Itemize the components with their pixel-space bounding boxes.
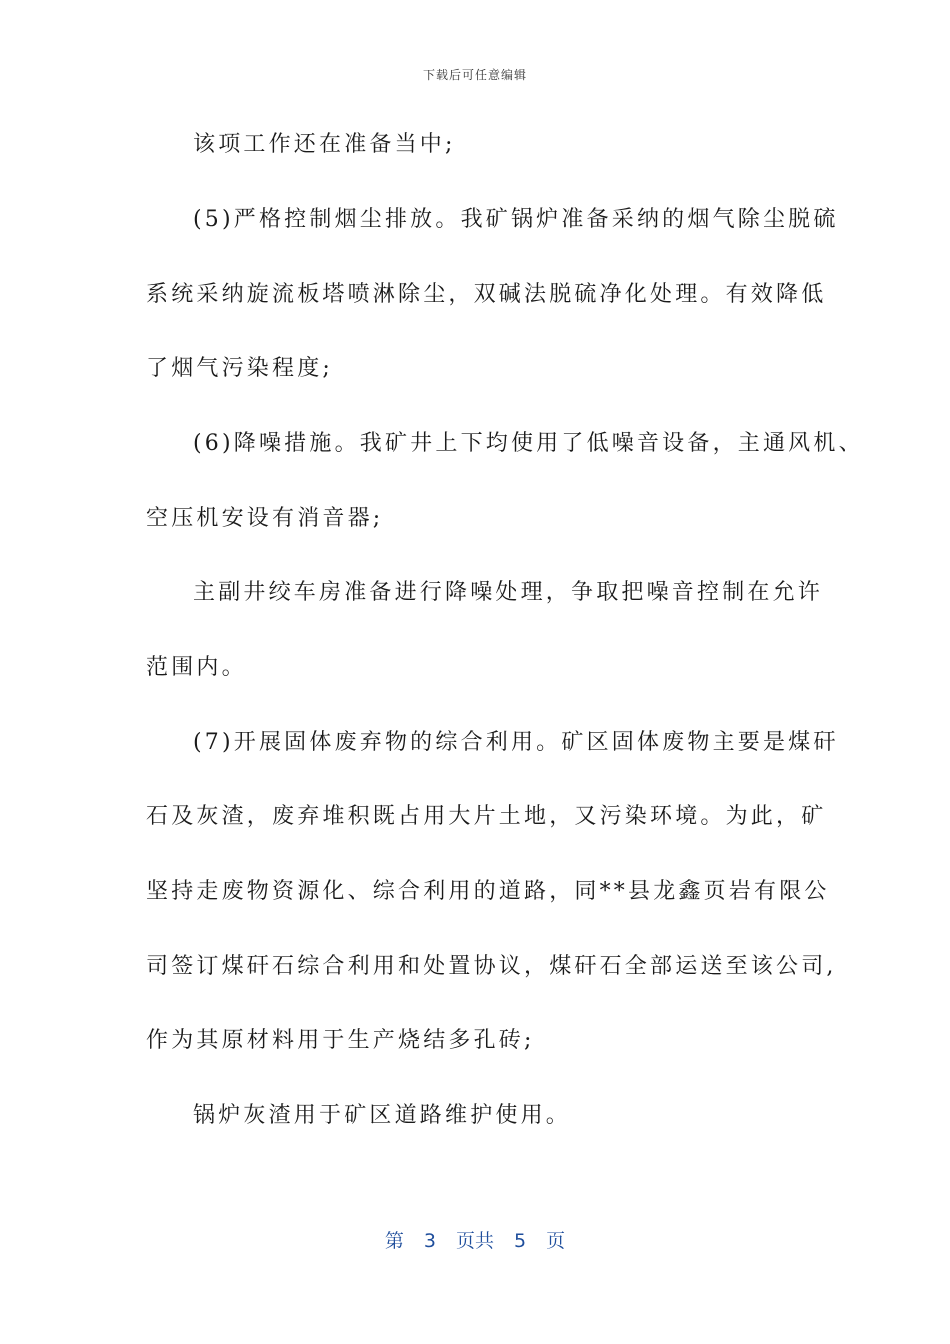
text-line: 作为其原材料用于生产烧结多孔砖;	[146, 1028, 535, 1053]
text-line: 系统采纳旋流板塔喷淋除尘，双碱法脱硫净化处理。有效降低	[146, 282, 827, 307]
text-line: 司签订煤矸石综合利用和处置协议，煤矸石全部运送至该公司,	[146, 954, 837, 979]
text-line: 空压机安设有消音器;	[146, 506, 384, 531]
footer-ye-gong: 页共	[455, 1230, 494, 1252]
total-page-number: 5	[514, 1230, 527, 1252]
header-note: 下载后可任意编辑	[422, 68, 527, 82]
footer-di: 第	[384, 1230, 404, 1252]
text-line: 主副井绞车房准备进行降噪处理，争取把噪音控制在允许	[193, 580, 824, 605]
text-line: 坚持走废物资源化、综合利用的道路，同**县龙鑫页岩有限公	[146, 879, 830, 904]
page-footer	[0, 1226, 950, 1253]
text-line: (5)严格控制烟尘排放。我矿锅炉准备采纳的烟气除尘脱硫	[193, 207, 839, 232]
footer-ye: 页	[546, 1230, 566, 1252]
text-line: (7)开展固体废弃物的综合利用。矿区固体废物主要是煤矸	[193, 730, 839, 755]
text-line: 该项工作还在准备当中;	[193, 132, 456, 157]
current-page-number: 3	[423, 1230, 436, 1252]
text-line: (6)降噪措施。我矿井上下均使用了低噪音设备，主通风机、	[193, 431, 864, 456]
text-line: 石及灰渣，废弃堆积既占用大片土地，又污染环境。为此，矿	[146, 804, 827, 829]
text-line: 锅炉灰渣用于矿区道路维护使用。	[193, 1103, 572, 1128]
text-line: 范围内。	[146, 655, 247, 680]
text-line: 了烟气污染程度;	[146, 356, 334, 381]
